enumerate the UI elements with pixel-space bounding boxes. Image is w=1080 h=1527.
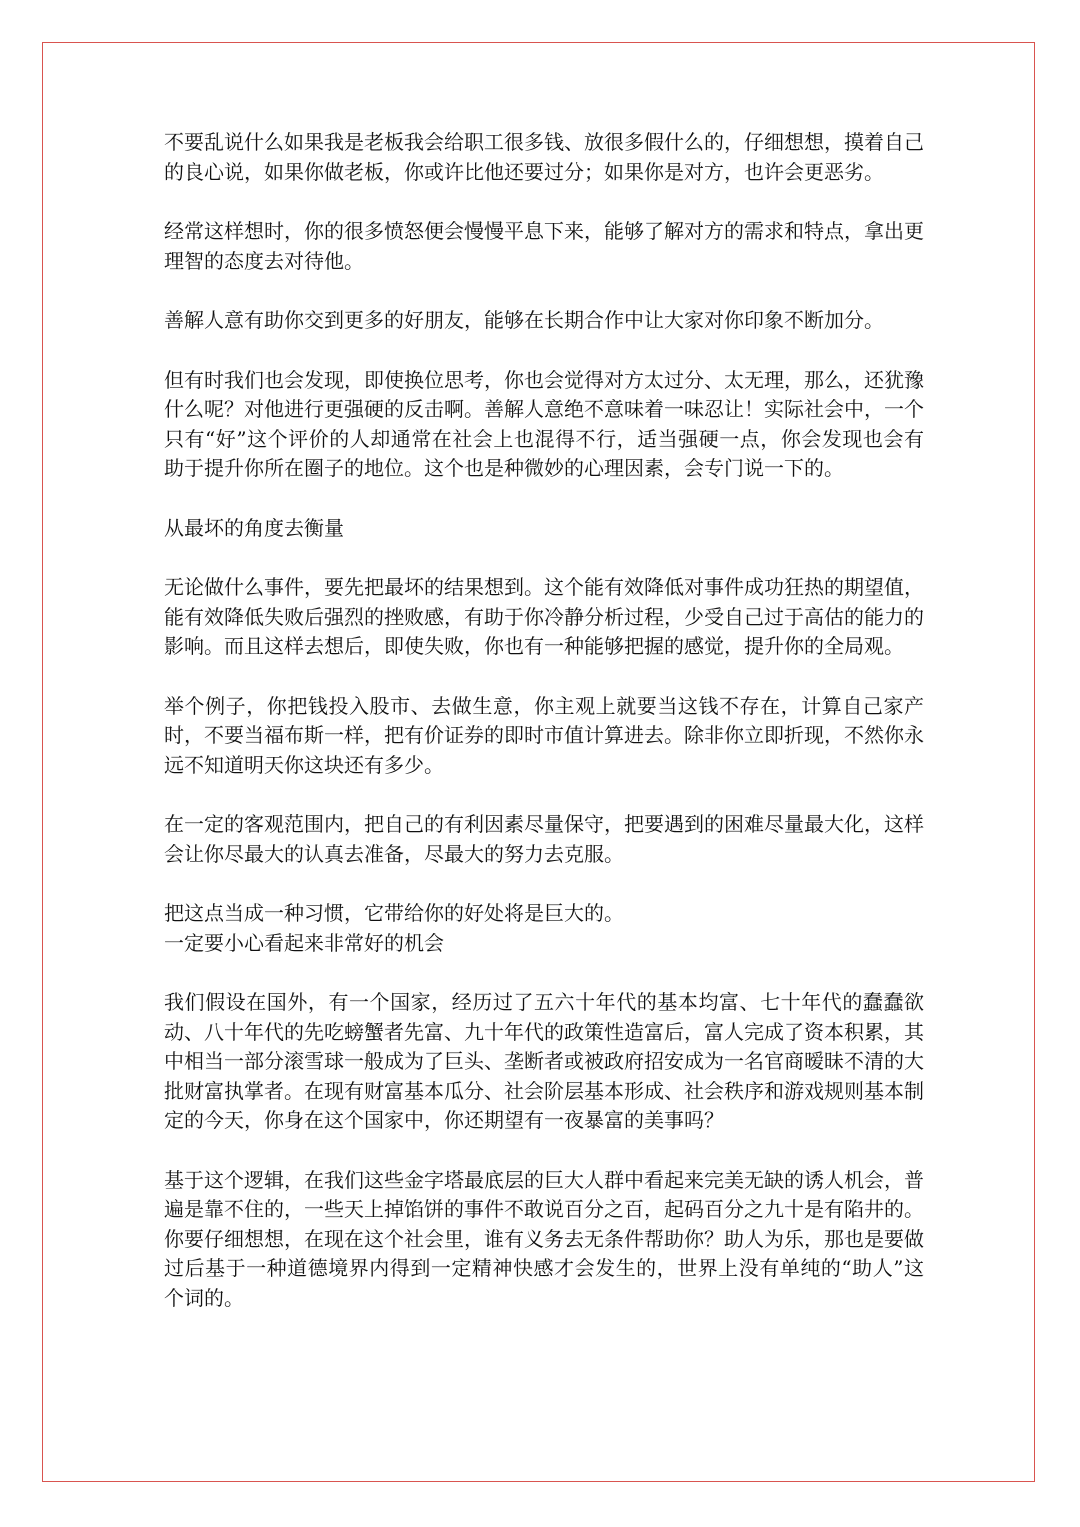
paragraph: 把这点当成一种习惯，它带给你的好处将是巨大的。 [164,901,624,925]
section-heading: 从最坏的角度去衡量 [164,515,344,540]
document-body [164,128,924,1343]
paragraph: 不要乱说什么如果我是老板我会给职工很多钱、放很多假什么的，仔细想想，摸着自己的良心说，如果你做老板，你或许比他还要过分；如果你是对方，也许会更恶劣。 [164,130,924,184]
section-heading: 一定要小心看起来非常好的机会 [164,930,444,955]
paragraph: 但有时我们也会发现，即使换位思考，你也会觉得对方太过分、太无理，那么，还犹豫什么呢？对他进行更强硬的反击啊。善解人意绝不意味着一味忍让！实际社会中，一个只有“好”这个评价的人却通常在社会上也混得不行，适当强硬一点，你会发现也会有助于提升你所在圈子的地位。这个也是种微妙的心理因素，会专门说一下的。 [164,367,924,480]
paragraph: 经常这样想时，你的很多愤怒便会慢慢平息下来，能够了解对方的需求和特点，拿出更理智的态度去对待他。 [164,219,924,273]
paragraph: 善解人意有助你交到更多的好朋友，能够在长期合作中让大家对你印象不断加分。 [164,308,884,332]
paragraph: 举个例子，你把钱投入股市、去做生意，你主观上就要当这钱不存在，计算自己家产时，不要当福布斯一样，把有价证券的即时市值计算进去。除非你立即折现，不然你永远不知道明天你这块还有多少。 [164,693,924,777]
paragraph: 基于这个逻辑，在我们这些金字塔最底层的巨大人群中看起来完美无缺的诱人机会，普遍是靠不住的，一些天上掉馅饼的事件不敢说百分之百，起码百分之九十是有陷井的。你要仔细想想，在现在这个社会里，谁有义务去无条件帮助你？助人为乐，那也是要做过后基于一种道德境界内得到一定精神快感才会发生的，世界上没有单纯的“助人”这个词的。 [164,1167,924,1310]
paragraph: 在一定的客观范围内，把自己的有利因素尽量保守，把要遇到的困难尽量最大化，这样会让你尽最大的认真去准备，尽最大的努力去克服。 [164,812,924,866]
paragraph: 我们假设在国外，有一个国家，经历过了五六十年代的基本均富、七十年代的蠢蠢欲动、八十年代的先吃螃蟹者先富、九十年代的政策性造富后，富人完成了资本积累，其中相当一部分滚雪球一般成为了巨头、垄断者或被政府招安成为一名官商暧昧不清的大批财富执掌者。在现有财富基本瓜分、社会阶层基本形成、社会秩序和游戏规则基本制定的今天，你身在这个国家中，你还期望有一夜暴富的美事吗？ [164,990,924,1132]
paragraph: 无论做什么事件，要先把最坏的结果想到。这个能有效降低对事件成功狂热的期望值，能有效降低失败后强烈的挫败感，有助于你冷静分析过程，少受自己过于高估的能力的影响。而且这样去想后，即使失败，你也有一种能够把握的感觉，提升你的全局观。 [164,575,924,658]
